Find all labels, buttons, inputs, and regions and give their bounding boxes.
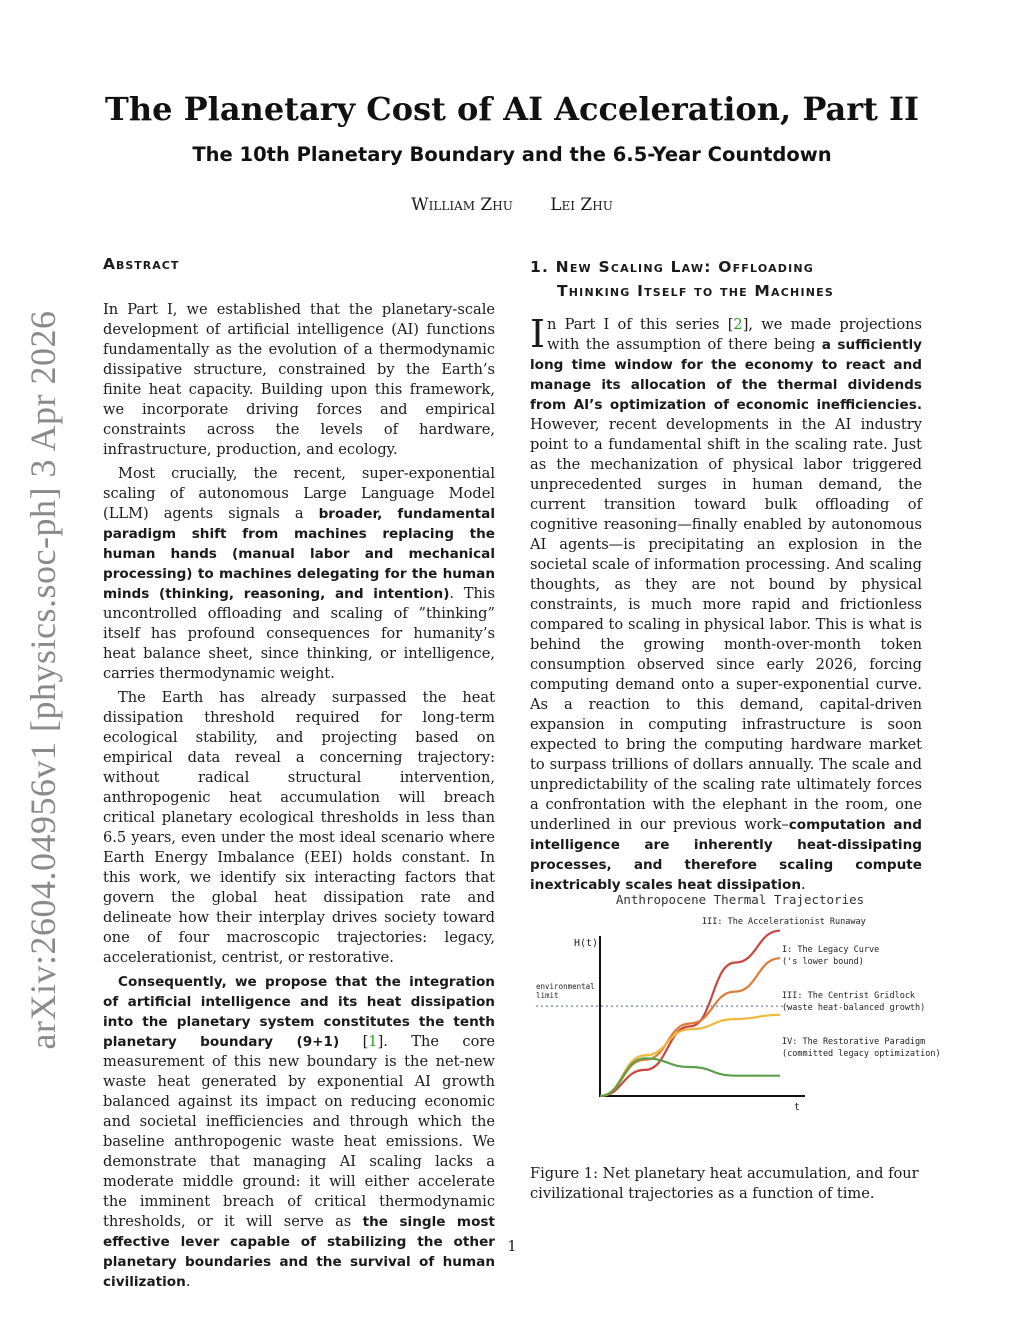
page-number: 1 bbox=[507, 1238, 517, 1255]
series-label: IV: The Restorative Paradigm bbox=[782, 1037, 926, 1047]
abstract-column bbox=[103, 255, 495, 1296]
drop-cap: I bbox=[530, 312, 546, 356]
abstract-paragraph-2: Most crucially, the recent, super-exponential scaling of autonomous Large Language Model (LLM) agents signals a broader, fundamental paradigm shift from machines replacing the human hands (manual labor and mechanical processing) to machines delegating for the human minds (thinking, reasoning, and intention). This uncontrolled offloading and scaling of ”thinking” itself has profound consequences for humanity’s heat balance sheet, since thinking, or intelligence, carries thermodynamic weight. bbox=[103, 465, 495, 682]
threshold-label: environmental bbox=[536, 982, 595, 991]
figure-1 bbox=[530, 880, 950, 1130]
threshold-label: limit bbox=[536, 991, 559, 1000]
author-name: William Zhu bbox=[411, 195, 513, 215]
series-sublabel: (committed legacy optimization) bbox=[782, 1049, 941, 1059]
section-1-column bbox=[530, 255, 922, 899]
paper-subtitle: The 10th Planetary Boundary and the 6.5-Year Countdown bbox=[192, 143, 832, 166]
abstract-heading: Abstract bbox=[103, 255, 180, 273]
section-1-paragraph: In Part I of this series [2], we made projections with the assumption of there being a sufficiently long time window for the economy to react and manage its allocation of the thermal dividends from AI’s optimization of economic inefficiencies. However, recent developments in the AI industry point to a fundamental shift in the scaling rate. Just as the mechanization of physical labor triggered unprecedented surges in human demand, the current transition toward bulk offloading of cognitive reasoning—finally enabled by autonomous AI agents—is precipitating an explosion in the societal scale of information processing. And scaling thoughts, as they are not bound by physical constraints, is much more rapid and frictionless compared to scaling in physical labor. This is what is behind the growing month-over-month token consumption observed since early 2026, forcing computing demand onto a super-exponential curve. As a reaction to this demand, capital-driven expansion in computing infrastructure is soon expected to bring the computing hardware market to surpass trillions of dollars annually. The scale and unpredictability of the scaling rate ultimately forces a confrontation with the elephant in the room, one underlined in our previous work–computation and intelligence are inherently heat-dissipating processes, and therefore scaling compute inextricably scales heat dissipation. bbox=[530, 312, 922, 893]
chart-title: Anthropocene Thermal Trajectories bbox=[615, 892, 865, 907]
arxiv-sidebar-stamp: arXiv:2604.04956v1 [physics.soc-ph] 3 Apr 2026 bbox=[23, 310, 63, 1050]
thermal-trajectories-chart bbox=[530, 880, 950, 1130]
citation-link[interactable]: 1 bbox=[368, 1033, 378, 1050]
x-axis-label: t bbox=[794, 1102, 801, 1113]
series-label: I: The Legacy Curve bbox=[782, 945, 880, 955]
abstract-paragraph-1: In Part I, we established that the planetary-scale development of artificial intelligence (AI) functions fundamentally as the evolution of a thermodynamic dissipative structure, constrained by the Earth’s finite heat capacity. Building upon this framework, we incorporate driving forces and empirical constraints across the levels of hardware, infrastructure, production, and ecology. bbox=[103, 301, 495, 458]
figure-caption: Figure 1: Net planetary heat accumulation, and four civilizational trajectories as a function of time. bbox=[530, 1165, 919, 1202]
series-sublabel: ('s lower bound) bbox=[782, 957, 864, 967]
series-label: III: The Accelerationist Runaway bbox=[702, 917, 866, 927]
citation-link[interactable]: 2 bbox=[733, 316, 743, 333]
emphasis-text: a sufficiently long time window for the economy to react and manage its allocation of the thermal dividends from AI’s optimization of economic inefficiencies. bbox=[530, 337, 922, 413]
emphasis-text: the single most effective lever capable of stabilizing the other planetary boundaries and the survival of human civilization bbox=[103, 1214, 495, 1290]
emphasis-text: computation and intelligence are inherently heat-dissipating processes, and therefore scaling compute inextricably scales heat dissipation bbox=[530, 817, 922, 893]
author-name: Lei Zhu bbox=[550, 195, 613, 215]
emphasis-text: Consequently, we propose that the integration of artificial intelligence and its heat dissipation into the planetary system constitutes the tenth planetary boundary (9+1) bbox=[103, 974, 495, 1050]
emphasis-text: broader, fundamental paradigm shift from machines replacing the human hands (manual labor and mechanical processing) to machines delegating for the human minds (thinking, reasoning, and intention) bbox=[103, 506, 495, 602]
section-heading: 1. New Scaling Law: Offloading Thinking Itself to the Machines bbox=[530, 258, 834, 300]
abstract-paragraph-3: The Earth has already surpassed the heat dissipation threshold required for long-term ecological stability, and projecting based on empirical data reveal a concerning trajectory: without radical structural intervention, anthropogenic heat accumulation will breach critical planetary ecological thresholds in less than 6.5 years, even under the most ideal scenario where Earth Energy Imbalance (EEI) holds constant. In this work, we identify six interacting factors that govern the global heat dissipation rate and delineate how their interplay drives society toward one of four macroscopic trajectories: legacy, accelerationist, centrist, or restorative. bbox=[103, 689, 495, 966]
series-label: III: The Centrist Gridlock bbox=[782, 991, 916, 1001]
y-axis-label: H(t) bbox=[574, 938, 599, 949]
abstract-paragraph-4: Consequently, we propose that the integration of artificial intelligence and its heat dissipation into the planetary system constitutes the tenth planetary boundary (9+1) [1]. The core measurement of this new boundary is the net-new waste heat generated by exponential AI growth balanced against its impact on reducing economic and societal inefficiencies and through which the baseline anthropogenic waste heat emissions. We demonstrate that managing AI scaling lacks a moderate middle ground: it will either accelerate the imminent breach of critical thermodynamic thresholds, or it will serve as the single most effective lever capable of stabilizing the other planetary boundaries and the survival of human civilization. bbox=[103, 974, 495, 1290]
author-list bbox=[0, 195, 1024, 215]
paper-title: The Planetary Cost of AI Acceleration, Part II bbox=[105, 90, 919, 128]
series-sublabel: (waste heat-balanced growth) bbox=[782, 1003, 926, 1013]
